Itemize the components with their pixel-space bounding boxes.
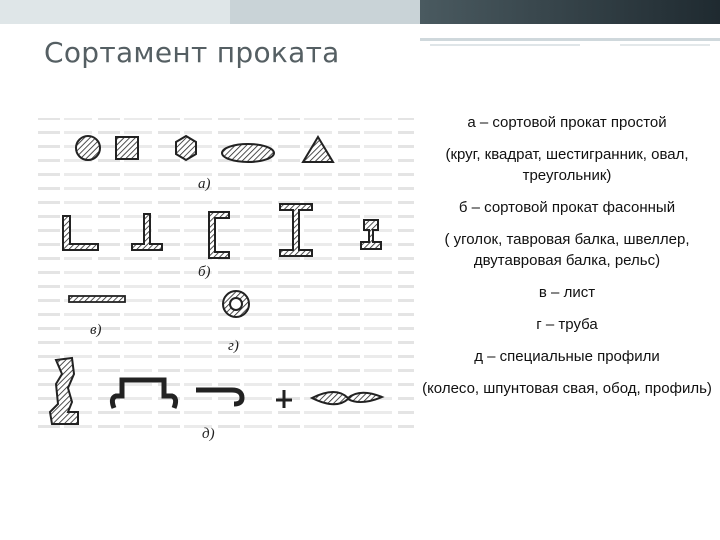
header-rule-thin [430, 44, 580, 46]
top-bar-mid-segment [230, 0, 420, 24]
hexagon-bar-shape [176, 136, 196, 160]
slide-title: Сортамент проката [44, 36, 340, 69]
description-panel [422, 112, 712, 399]
round-bar-shape [76, 136, 100, 160]
square-bar-shape [116, 137, 138, 159]
desc-line-d-detail: (колесо, шпунтовая свая, обод, профиль) [422, 380, 712, 397]
profiles-illustration [36, 112, 414, 442]
label-a: а) [198, 176, 211, 192]
desc-line-d-title: д – специальные профили [474, 348, 660, 365]
label-v: в) [90, 322, 102, 338]
oval-bar-shape [222, 144, 274, 162]
label-g: г) [228, 338, 239, 354]
desc-line-a-title: а – сортовой прокат простой [467, 114, 667, 131]
header-rule [420, 38, 720, 41]
desc-line-v: в – лист [538, 284, 596, 301]
label-d: д) [202, 426, 215, 442]
sheet-shape [69, 296, 125, 302]
top-bar-dark-segment [420, 0, 720, 24]
header-rule-thin-right [620, 44, 710, 46]
desc-line-b-detail: ( уголок, тавровая балка, швеллер, двутавровая балка, рельс) [444, 231, 690, 269]
desc-line-g: г – труба [536, 316, 598, 333]
desc-line-b-title: б – сортовой прокат фасонный [458, 199, 676, 216]
rolled-profiles-figure [36, 112, 414, 442]
pipe-inner-bore [230, 298, 242, 310]
label-b: б) [198, 264, 211, 280]
top-decorative-bar [0, 0, 720, 24]
desc-line-a-detail: (круг, квадрат, шестигранник, овал, треугольник) [445, 146, 689, 184]
